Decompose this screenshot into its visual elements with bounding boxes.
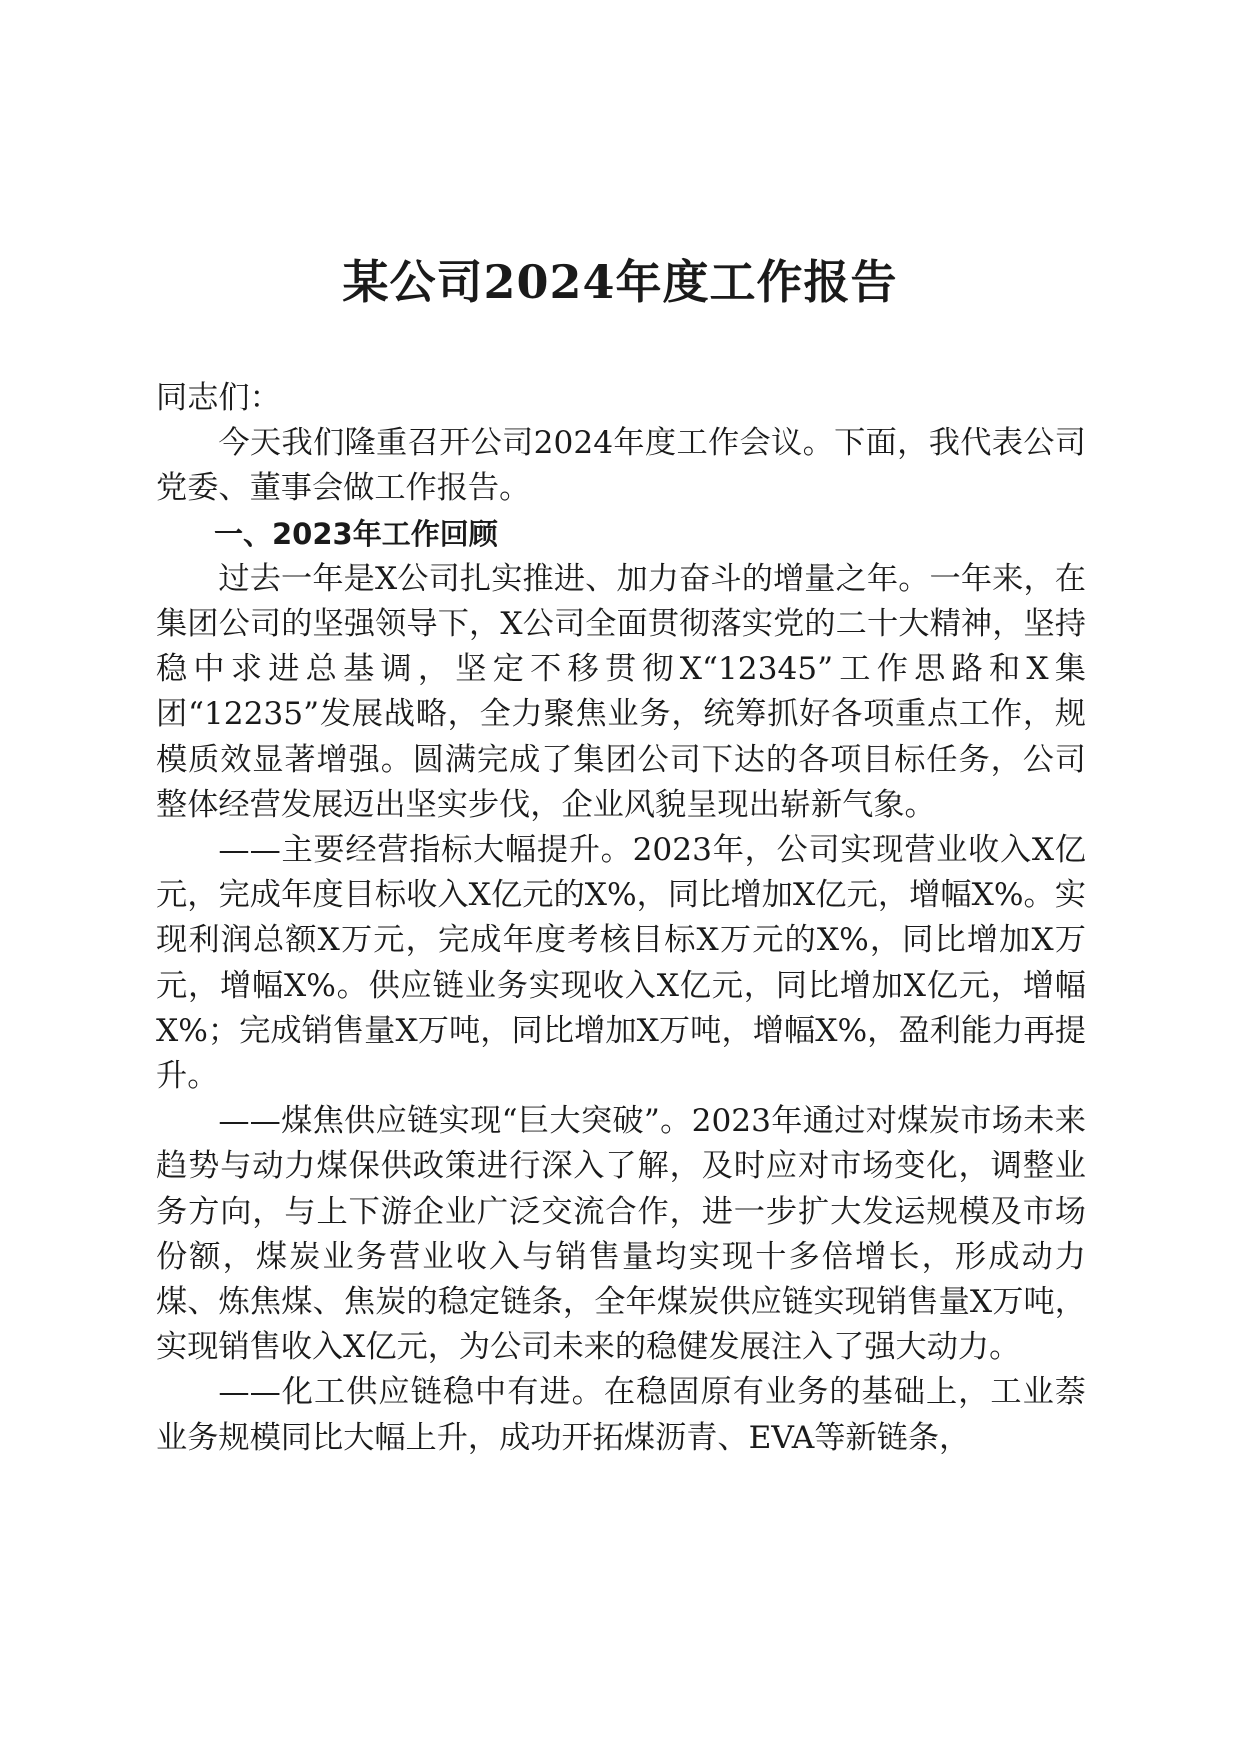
paragraph-intro: 今天我们隆重召开公司2024年度工作会议。下面，我代表公司党委、董事会做工作报告。 (156, 425, 1086, 507)
document-title: 某公司2024年度工作报告 (342, 255, 898, 309)
paragraph-indicators: ——主要经营指标大幅提升。2023年，公司实现营业收入X亿元，完成年度目标收入X亿元的X%，同比增加X亿元，增幅X%。实现利润总额X万元，完成年度考核目标X万元的X%，同比增加X万元，增幅X%。供应链业务实现收入X亿元，同比增加X亿元，增幅X%；完成销售量X万吨，同比增加X万吨，增幅X%，盈利能力再提升。 (156, 832, 1086, 1095)
section-heading-review: 一、2023年工作回顾 (214, 516, 498, 551)
paragraph-chemical: ——化工供应链稳中有进。在稳固原有业务的基础上，工业萘业务规模同比大幅上升，成功开拓煤沥青、EVA等新链条， (156, 1374, 1086, 1456)
salutation: 同志们： (156, 380, 281, 416)
document-body (156, 376, 1086, 1461)
paragraph-review: 过去一年是X公司扎实推进、加力奋斗的增量之年。一年来，在集团公司的坚强领导下，X公司全面贯彻落实党的二十大精神，坚持稳中求进总基调，坚定不移贯彻X“12345”工作思路和X集团“12235”发展战略，全力聚焦业务，统筹抓好各项重点工作，规模质效显著增强。圆满完成了集团公司下达的各项目标任务，公司整体经营发展迈出坚实步伐，企业风貌呈现出崭新气象。 (156, 560, 1086, 823)
paragraph-coal: ——煤焦供应链实现“巨大突破”。2023年通过对煤炭市场未来趋势与动力煤保供政策进行深入了解，及时应对市场变化，调整业务方向，与上下游企业广泛交流合作，进一步扩大发运规模及市场份额，煤炭业务营业收入与销售量均实现十多倍增长，形成动力煤、炼焦煤、焦炭的稳定链条，全年煤炭供应链实现销售量X万吨，实现销售收入X亿元，为公司未来的稳健发展注入了强大动力。 (156, 1103, 1086, 1366)
